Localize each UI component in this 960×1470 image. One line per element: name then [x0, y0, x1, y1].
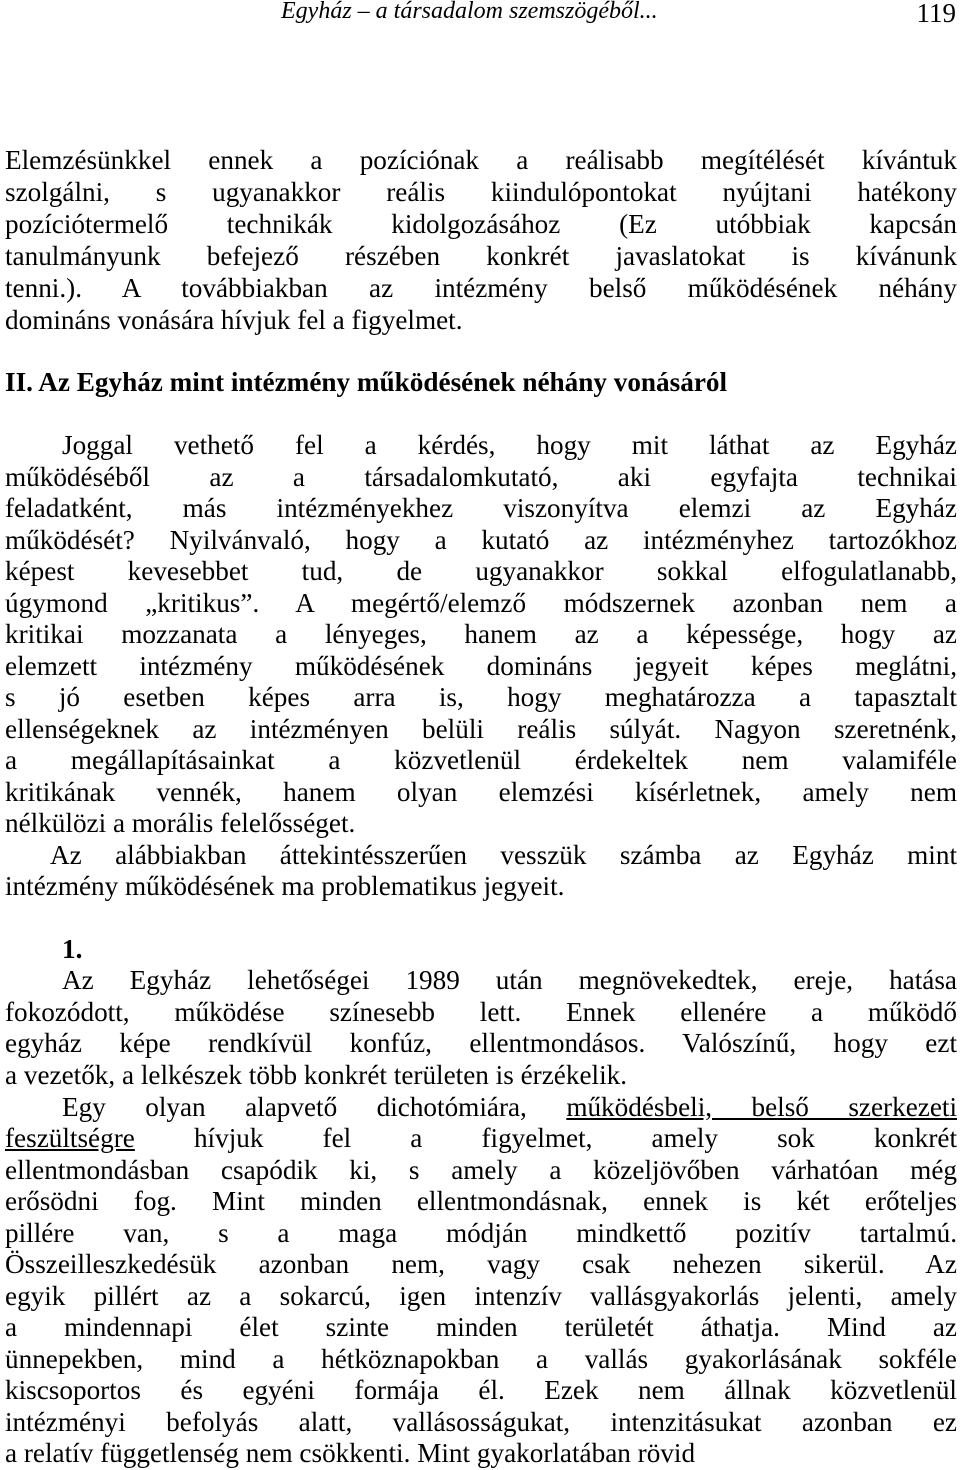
text-line: a vezetők, a lelkészek több konkrét területen is érzékelik.	[5, 1060, 628, 1090]
underlined-text: működésbeli, belső szerkezeti	[566, 1092, 957, 1122]
running-title: Egyház – a társadalom szemszögéből...	[281, 0, 658, 24]
page-number: 119	[916, 0, 956, 28]
text-line: elemzett intézmény működésének domináns jegyeit képes meglátni,	[5, 651, 957, 681]
text-line	[5, 1121, 957, 1155]
subsection-number: 1.	[62, 934, 83, 964]
text-line: feladatként, más intézményekhez viszonyítva elemzi az Egyház	[5, 493, 957, 523]
text-line: kritikának vennék, hanem olyan elemzési kísérletnek, amely nem	[5, 777, 957, 807]
text-line: szolgálni, s ugyanakkor reális kiindulópontokat nyújtani hatékony	[5, 177, 957, 207]
text-line: ellentmondásban csapódik ki, s amely a közeljövőben várhatóan még	[5, 1155, 957, 1185]
text-line: tenni.). A továbbiakban az intézmény belső működésének néhány	[5, 273, 957, 303]
text-segment: hívjuk fel a figyelmet, amely sok konkrét	[193, 1123, 958, 1153]
text-line: tanulmányunk befejező részében konkrét javaslatokat is kívánunk	[5, 241, 957, 271]
text-line: ellenségeknek az intézményen belüli reális súlyát. Nagyon szeretnénk,	[5, 714, 957, 744]
text-line: erősödni fog. Mint minden ellentmondásnak, ennek is két erőteljes	[5, 1186, 957, 1216]
text-line: Elemzésünkkel ennek a pozíciónak a reálisabb megítélését kívántuk	[5, 145, 957, 175]
running-header	[0, 0, 960, 40]
text-line: Joggal vethető fel a kérdés, hogy mit láthat az Egyház	[62, 430, 957, 460]
text-line: a mindennapi élet szinte minden területét áthatja. Mind az	[5, 1312, 957, 1342]
text-line: ünnepekben, mind a hétköznapokban a vallás gyakorlásának sokféle	[5, 1344, 957, 1374]
underlined-text: feszültségre	[5, 1123, 135, 1153]
text-line: s jó esetben képes arra is, hogy meghatározza a tapasztalt	[5, 682, 957, 712]
text-line: Az alábbiakban áttekintésszerűen vesszük számba az Egyház mint	[50, 840, 957, 870]
text-line: a megállapításainkat a közvetlenül érdekeltek nem valamiféle	[5, 745, 957, 775]
text-line: pillére van, s a maga módján mindkettő pozitív tartalmú.	[5, 1218, 957, 1248]
text-line: intézmény működésének ma problematikus jegyeit.	[5, 871, 565, 901]
text-line: pozíciótermelő technikák kidolgozásához (Ez utóbbiak kapcsán	[5, 209, 957, 239]
text-line: Az Egyház lehetőségei 1989 után megnövekedtek, ereje, hatása	[62, 965, 957, 995]
text-line: nélkülözi a morális felelősséget.	[5, 808, 356, 838]
text-line: intézményi befolyás alatt, vallásosságukat, intenzitásukat azonban ez	[5, 1407, 957, 1437]
text-line: kritikai mozzanata a lényeges, hanem az a képessége, hogy az	[5, 619, 957, 649]
text-line: működéséből az a társadalomkutató, aki egyfajta technikai	[5, 462, 957, 492]
text-line: domináns vonására hívjuk fel a figyelmet.	[5, 305, 463, 335]
text-line: a relatív függetlenség nem csökkenti. Mint gyakorlatában rövid	[5, 1438, 696, 1468]
text-line	[62, 1090, 957, 1124]
text-line: egyik pillért az a sokarcú, igen intenzív vallásgyakorlás jelenti, amely	[5, 1281, 957, 1311]
text-line: működését? Nyilvánvaló, hogy a kutató az intézményhez tartozókhoz	[5, 525, 957, 555]
text-line: Összeilleszkedésük azonban nem, vagy csak nehezen sikerül. Az	[5, 1249, 957, 1279]
text-line: egyház képe rendkívül konfúz, ellentmondásos. Valószínű, hogy ezt	[5, 1028, 957, 1058]
text-line: képest kevesebbet tud, de ugyanakkor sokkal elfogulatlanabb,	[5, 556, 957, 586]
section-heading: II. Az Egyház mint intézmény működésének néhány vonásáról	[5, 367, 728, 397]
text-line: úgymond „kritikus”. A megértő/elemző módszernek azonban nem a	[5, 588, 957, 618]
text-line: fokozódott, működése színesebb lett. Ennek ellenére a működő	[5, 997, 957, 1027]
text-segment: Egy olyan alapvető dichotómiára,	[62, 1092, 527, 1122]
text-line: kiscsoportos és egyéni formája él. Ezek nem állnak közvetlenül	[5, 1375, 957, 1405]
